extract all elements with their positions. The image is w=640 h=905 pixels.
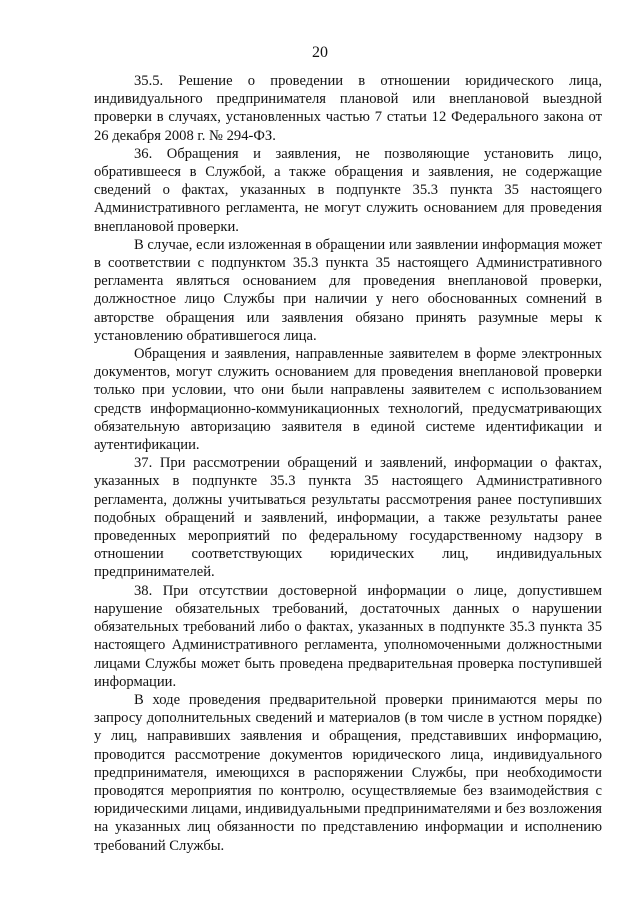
paragraph-37: 37. При рассмотрении обращений и заявлений, информации о фактах, указанных в подпункте 35.3 пункта 35 настоящего Административного регламента, должны учитываться результаты рассмотрения ранее поступивших подобных обращений и заявлений, информации, а также результаты ранее проведенных мероприятий по федеральному государственному надзору в отношении соответствующих юридических лиц, индивидуальных предпринимателей.	[94, 455, 602, 581]
paragraph-38-preliminary: В ходе проведения предварительной проверки принимаются меры по запросу дополнительных сведений и материалов (в том числе в устном порядке) у лиц, направивших заявления и обращения, представивших информацию, проводится рассмотрение документов юридического лица, индивидуального предпринимателя, имеющихся в распоряжении Службы, при необходимости проводятся мероприятия по контролю, осуществляемые без взаимодействия с юридическими лицами, индивидуальными предпринимателями и без возложения на указанных лиц обязанности по представлению информации и исполнению требований Службы.	[94, 691, 602, 854]
paragraph-36-electronic: Обращения и заявления, направленные заявителем в форме электронных документов, могут служить основанием для проведения внеплановой проверки только при условии, что они были направлены заявителем с использованием средств информационно-коммуникационных технологий, предусматривающих обязательную авторизацию заявителя в единой системе идентификации и аутентификации.	[94, 346, 602, 454]
paragraph-35-5: 35.5. Решение о проведении в отношении юридического лица, индивидуального предпринимателя плановой или внеплановой выездной проверки в случаях, установленных частью 7 статьи 12 Федерального закона от 26 декабря 2008 г. № 294-ФЗ.	[94, 73, 602, 144]
paragraph-36-case: В случае, если изложенная в обращении или заявлении информация может в соответствии с подпунктом 35.3 пункта 35 настоящего Административного регламента являться основанием для проведения внеплановой проверки, должностное лицо Службы при наличии у него обоснованных сомнений в авторстве обращения или заявления обязано принять разумные меры к установлению обратившегося лица.	[94, 236, 602, 344]
document-body	[94, 72, 602, 855]
paragraph-36: 36. Обращения и заявления, не позволяющие установить лицо, обратившееся в Службой, а также обращения и заявления, не содержащие сведений о фактах, указанных в подпункте 35.3 пункта 35 настоящего Административного регламента, не могут служить основанием для проведения внеплановой проверки.	[94, 145, 602, 235]
page-number: 20	[312, 44, 328, 61]
paragraph-38: 38. При отсутствии достоверной информации о лице, допустившем нарушение обязательных требований, достаточных данных о нарушении обязательных требований либо о фактах, указанных в подпункте 35.3 пункта 35 настоящего Административного регламента, уполномоченными должностными лицами Службы может быть проведена предварительная проверка поступившей информации.	[94, 582, 602, 690]
